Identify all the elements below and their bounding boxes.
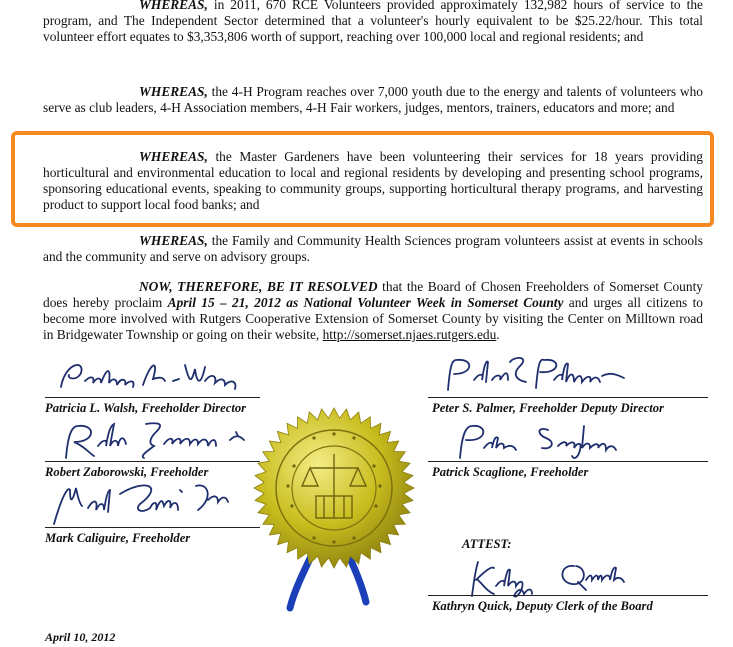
- attest-label: ATTEST:: [462, 537, 512, 551]
- signature-mark-caliguire: [48, 478, 248, 528]
- whereas-text: the 4-H Program reaches over 7,000 youth due to the energy and talents of volunteers who serve as club leaders, 4-H Association members, 4-H Fair workers, judges, mentors, trainers, educators and more; and: [43, 84, 703, 115]
- signature-line: [428, 397, 708, 398]
- proclamation-emphasis: April 15 – 21, 2012 as National Volunteer Week in Somerset County: [167, 295, 564, 310]
- whereas-keyword: WHEREAS,: [139, 0, 208, 12]
- signature-line: [45, 461, 260, 462]
- whereas-paragraph-4: [43, 233, 703, 265]
- signature-line: [45, 397, 260, 398]
- proclamation-date: April 10, 2012: [45, 630, 116, 644]
- whereas-keyword: WHEREAS,: [139, 233, 208, 248]
- signature-line: [45, 527, 260, 528]
- signatory-caption: Mark Caliguire, Freeholder: [45, 531, 191, 545]
- signature-peter-palmer: [440, 352, 640, 396]
- signatory-caption: Kathryn Quick, Deputy Clerk of the Board: [432, 599, 653, 613]
- whereas-paragraph-2: [43, 84, 703, 116]
- whereas-keyword: WHEREAS,: [139, 149, 208, 164]
- whereas-text: the Master Gardeners have been volunteering their services for 18 years providing horticultural and environmental education to local and regional residents by developing and presenting school programs, sponsoring educational events, speaking to community groups, supporting horticultural therapy programs, and harvesting product to support local food banks; and: [43, 149, 703, 212]
- resolution-text: and urges all citizens to become more involved with Rutgers Cooperative Extension of Somerset County by visiting the Center on Milltown road in Bridgewater Township or going on their website,: [43, 295, 703, 342]
- resolution-text: that the Board of Chosen Freeholders of Somerset County does hereby proclaim: [43, 279, 703, 310]
- whereas-paragraph-1: [43, 0, 703, 45]
- signature-line: [428, 595, 708, 596]
- whereas-text: in 2011, 670 RCE Volunteers provided approximately 132,982 hours of service to the program, and The Independent Sector determined that a volunteer's hourly equivalent to be $25.22/hour. This total volunteer effort equates to $3,353,806 worth of support, reaching over 100,000 local and regional residents; and: [43, 0, 703, 44]
- whereas-keyword: WHEREAS,: [139, 84, 208, 99]
- signatory-caption: Patricia L. Walsh, Freeholder Director: [45, 401, 247, 415]
- signature-patrick-scaglione: [452, 418, 652, 462]
- signature-kathryn-quick: [462, 556, 662, 600]
- resolution-paragraph: NOW, THEREFORE, BE IT RESOLVED that the Board of Chosen Freeholders of Somerset County does hereby proclaim April 15 – 21, 2012 as National Volunteer Week in Somerset County and urges all citizens to become more involved with Rutgers Cooperative Extension of Somerset County by visiting the Center on Milltown road in Bridgewater Township or going on their website, http://somerset.njaes.rutgers.edu.: [43, 279, 703, 342]
- whereas-paragraph-master-gardeners: [43, 149, 703, 213]
- resolved-keyword: NOW, THEREFORE, BE IT RESOLVED: [139, 279, 378, 294]
- signatory-caption: Robert Zaborowski, Freeholder: [45, 465, 209, 479]
- signatory-caption: Peter S. Palmer, Freeholder Deputy Director: [432, 401, 664, 415]
- signatory-caption: Patrick Scaglione, Freeholder: [432, 465, 589, 479]
- gold-county-seal-icon: [244, 396, 424, 616]
- signature-line: [428, 461, 708, 462]
- signature-robert-zaborowski: [60, 418, 260, 462]
- signature-patricia-walsh: [55, 355, 255, 395]
- website-link[interactable]: http://somerset.njaes.rutgers.edu: [322, 327, 497, 342]
- whereas-text: the Family and Community Health Sciences program volunteers assist at events in schools and the community and serve on advisory groups.: [43, 233, 703, 264]
